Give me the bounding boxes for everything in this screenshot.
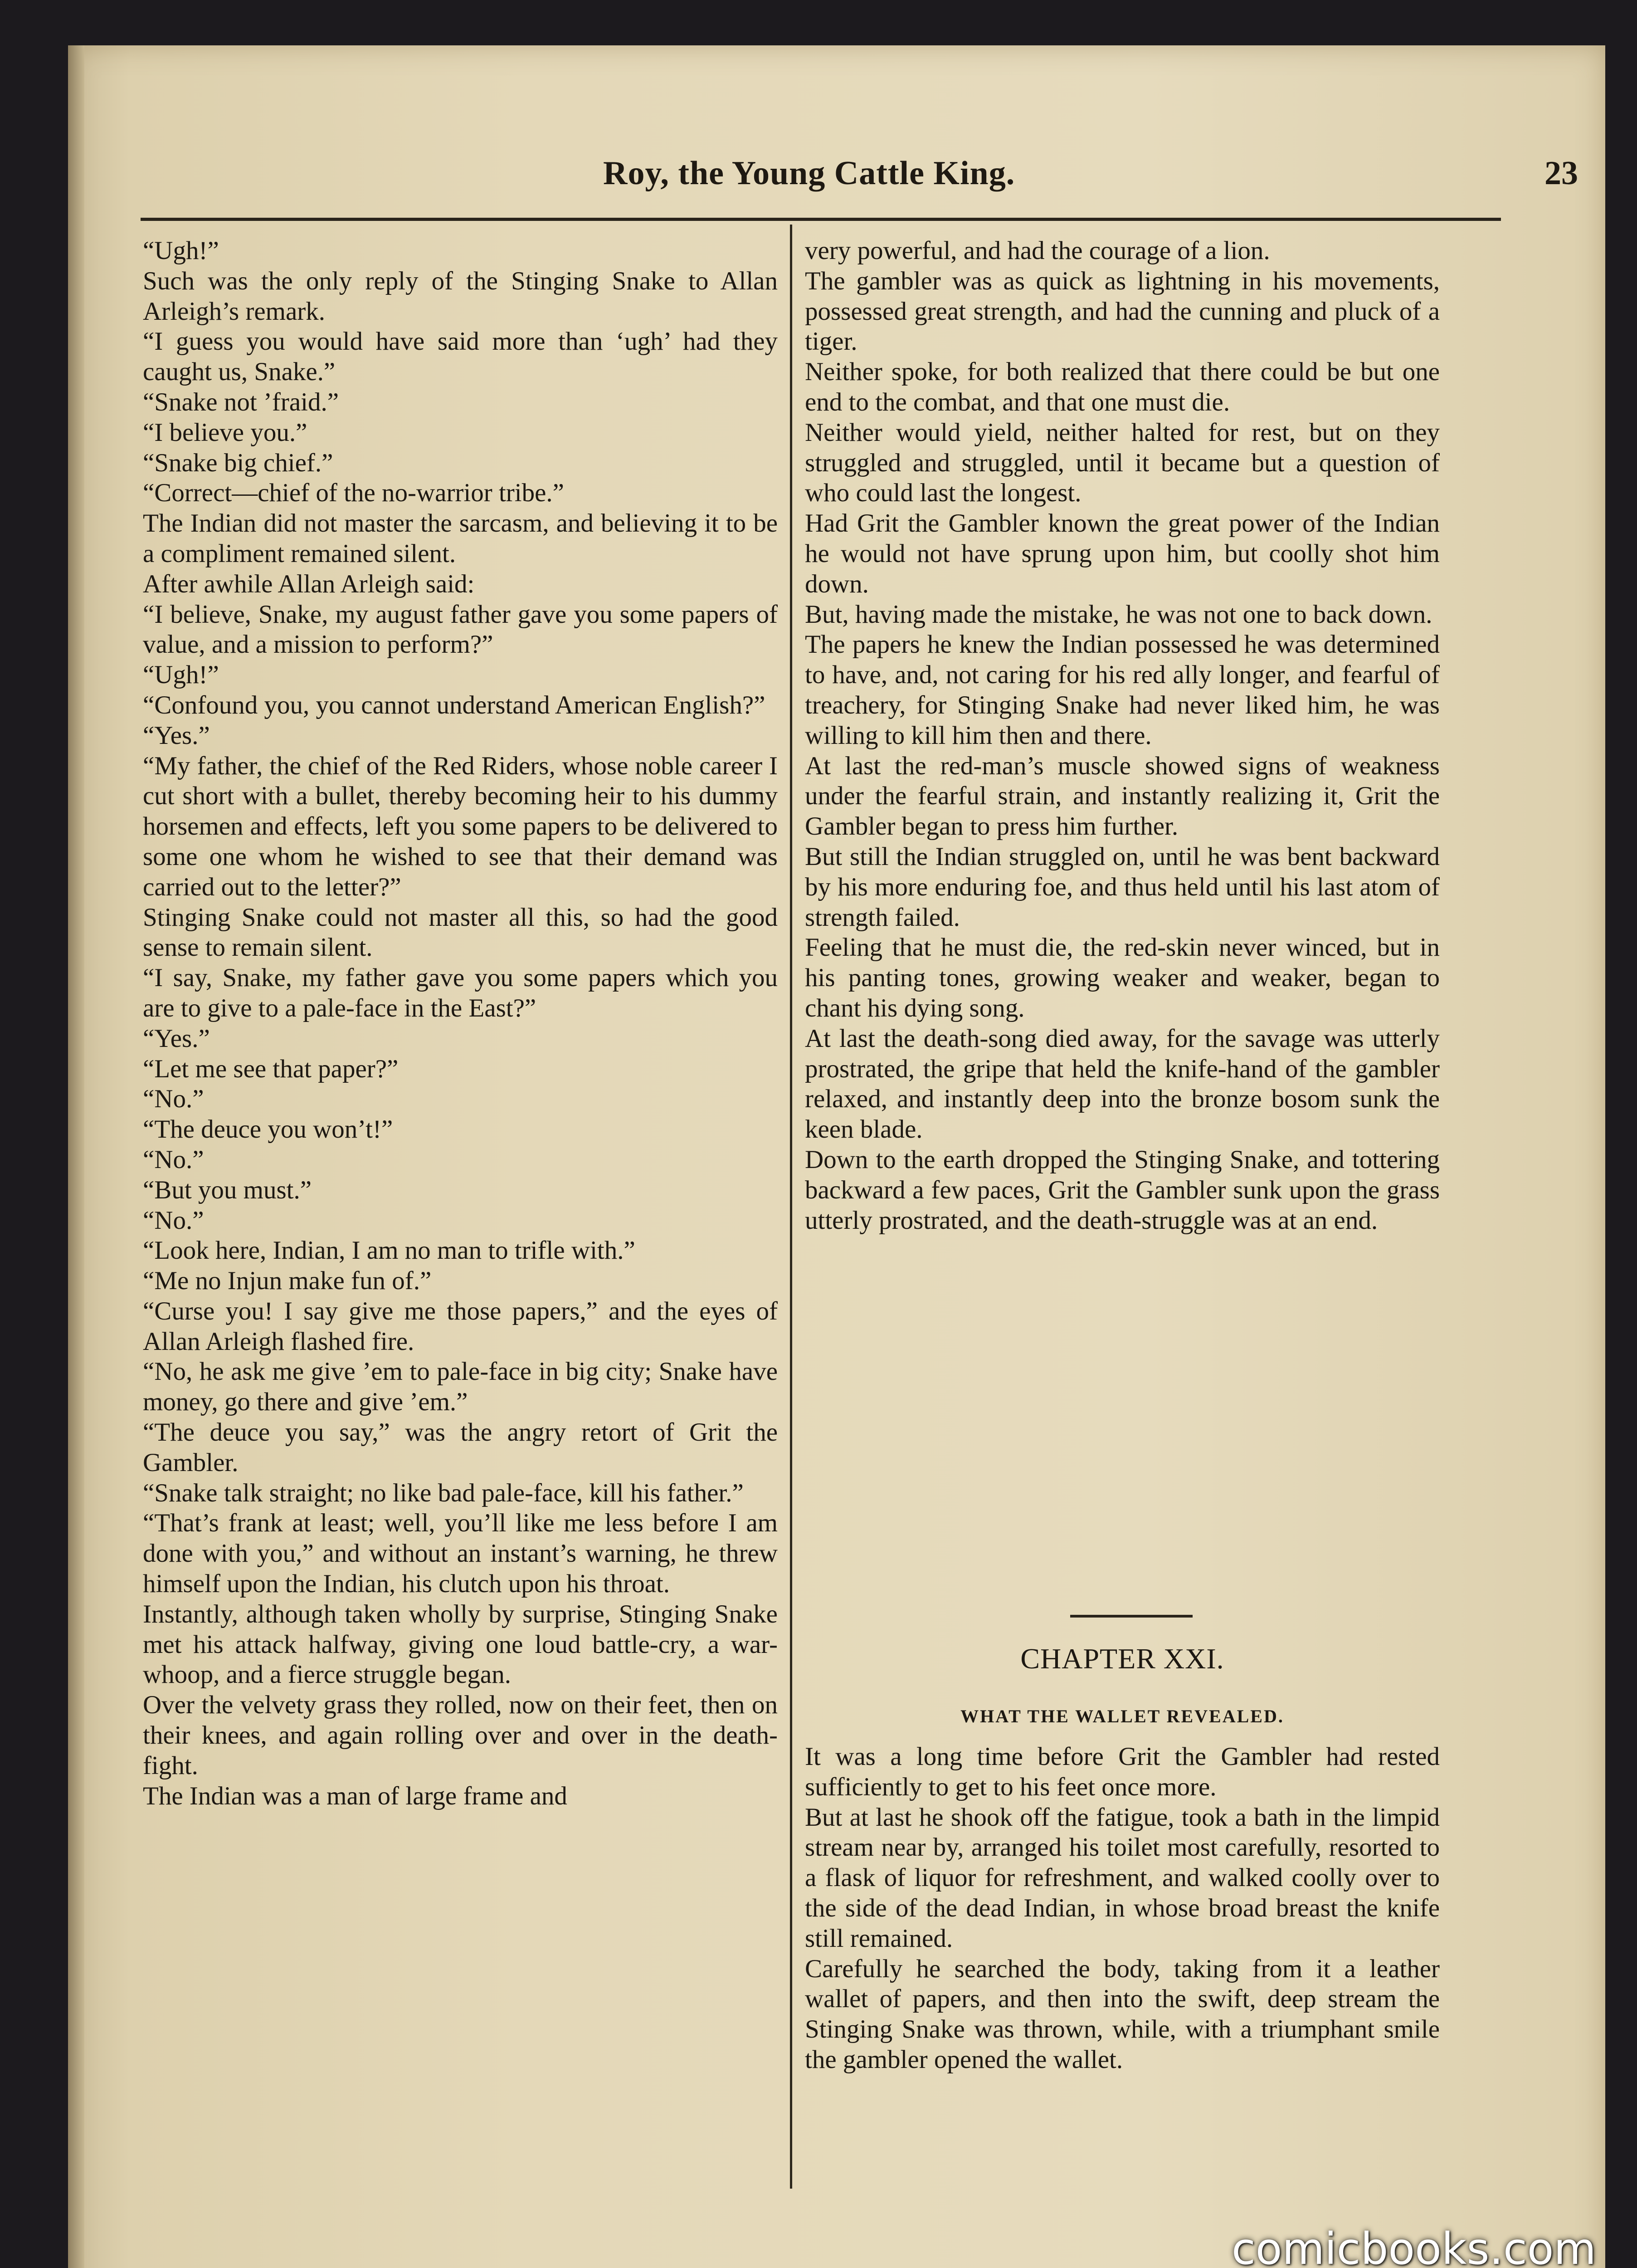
page-number: 23: [1544, 155, 1578, 192]
chapter-title: CHAPTER XXI.: [1020, 1642, 1224, 1675]
right-column-text: very powerful, and had the courage of a lion. The gambler was as quick as lightning in his movements, possessed great strength, and had the cunning and pluck of a tiger. Neither spoke, for both realized that there could be but one end to the combat, and that one must die. Neither would yield, neither halted for rest, but on they struggled and struggled, until it became but a question of who could last the longest. Had Grit the Gambler known the great power of the Indian he would not have sprung upon him, but coolly shot him down. But, having made the mistake, he was not one to back down. The papers he knew the Indian possessed he was determined to have, and, not caring for his red ally longer, and fearful of treachery, for Stinging Snake had never liked him, he was willing to kill him then and there. At last the red-man’s muscle showed signs of weakness under the fearful strain, and instantly realizing it, Grit the Gambler began to press him further. But still the Indian struggled on, until he was bent backward by his more enduring foe, and thus held until his last atom of strength failed. Feeling that he must die, the red-skin never winced, but in his panting tones, growing weaker and weaker, began to chant his dying song. At last the death-song died away, for the savage was utterly prostrated, the gripe that held the knife-hand of the gambler relaxed, and instantly deep into the bronze bosom sunk the keen blade. Down to the earth dropped the Stinging Snake, and tottering backward a few paces, Grit the Gambler sunk upon the grass utterly prostrated, and the death-struggle was at an end.: [805, 236, 1440, 1235]
watermark: comicbooks.com: [1231, 2224, 1596, 2268]
chapter-body-text: It was a long time before Grit the Gambler had rested sufficiently to get to his feet once more. But at last he shook off the fatigue, took a bath in the limpid stream near by, arranged his toilet most carefully, resorted to a flask of liquor for refreshment, and walked coolly over to the side of the dead Indian, in whose broad breast the knife still remained. Carefully he searched the body, taking from it a leather wallet of papers, and then into the swift, deep stream the Stinging Snake was thrown, while, with a triumphant smile the gambler opened the wallet.: [805, 1742, 1440, 2074]
chapter-separator: [1070, 1615, 1193, 1618]
running-title: Roy, the Young Cattle King.: [603, 155, 1015, 192]
column-divider: [790, 225, 792, 2189]
header-rule: [141, 218, 1501, 221]
chapter-subtitle: WHAT THE WALLET REVEALED.: [960, 1706, 1284, 1726]
left-column-text: “Ugh!” Such was the only reply of the Stinging Snake to Allan Arleigh’s remark. “I guess you would have said more than ‘ugh’ had they caught us, Snake.” “Snake not ’fraid.” “I believe you.” “Snake big chief.” “Correct—chief of the no-warrior tribe.” The Indian did not master the sarcasm, and believing it to be a compliment remained silent. After awhile Allan Arleigh said: “I believe, Snake, my august father gave you some papers of value, and a mission to perform?” “Ugh!” “Confound you, you cannot understand American English?” “Yes.” “My father, the chief of the Red Riders, whose noble career I cut short with a bullet, thereby becoming heir to his dummy horsemen and effects, left you some papers to be delivered to some one whom he wished to see that their demand was carried out to the letter?” Stinging Snake could not master all this, so had the good sense to remain silent. “I say, Snake, my father gave you some papers which you are to give to a pale-face in the East?” “Yes.” “Let me see that paper?” “No.” “The deuce you won’t!” “No.” “But you must.” “No.” “Look here, Indian, I am no man to trifle with.” “Me no Injun make fun of.” “Curse you! I say give me those papers,” and the eyes of Allan Arleigh flashed fire. “No, he ask me give ’em to pale-face in big city; Snake have money, go there and give ’em.” “The deuce you say,” was the angry retort of Grit the Gambler. “Snake talk straight; no like bad pale-face, kill his father.” “That’s frank at least; well, you’ll like me less before I am done with you,” and without an instant’s warning, he threw himself upon the Indian, his clutch upon his throat. Instantly, although taken wholly by surprise, Stinging Snake met his attack halfway, giving one loud battle-cry, a war-whoop, and a fierce struggle began. Over the velvety grass they rolled, now on their feet, then on their knees, and again rolling over and over in the death-fight. The Indian was a man of large frame and: [143, 236, 778, 1810]
page-gutter: [68, 45, 84, 2268]
